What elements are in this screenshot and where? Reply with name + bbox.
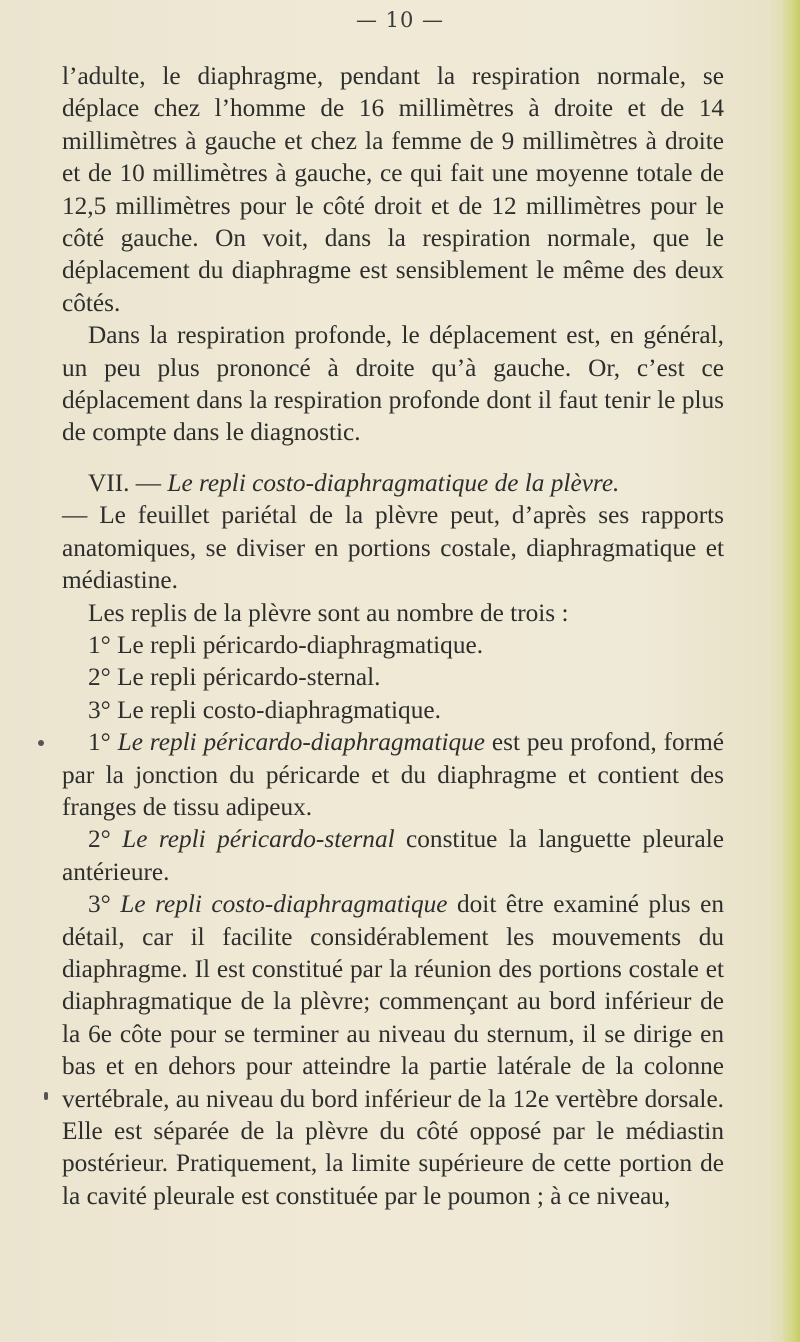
paragraph-replis-intro: Les replis de la plèvre sont au nombre de trois : <box>88 598 569 627</box>
item-term: Le repli péricardo-diaphragmatique <box>117 728 486 757</box>
item-text: est peu profond, formé par la jonction du péricarde et du diaphragme et contient des franges de tissu adipeux. <box>62 728 724 821</box>
body-text <box>62 60 724 1212</box>
ink-speck <box>38 740 44 746</box>
section-number: VII. — <box>88 468 168 497</box>
item-text: constitue la languette pleurale antérieure. <box>62 825 725 886</box>
list-item: 1° Le repli péricardo-diaphragmatique. <box>88 630 484 659</box>
paragraph-deep-respiration: Dans la respiration profonde, le déplacement est, en général, un peu plus prononcé à droite qu’à gauche. Or, c’est ce déplacement dans la respiration profonde dont il faut tenir le plus de compte dans le diagnostic. <box>62 321 724 447</box>
paragraph-parietal-layer: — Le feuillet pariétal de la plèvre peut, d’après ses rapports anatomiques, se diviser en portions costale, diaphragmatique et médiastine. <box>62 501 724 595</box>
section-vii-heading <box>62 467 724 499</box>
item-number: 3° <box>88 890 121 919</box>
description-pericardo-sternal <box>62 823 724 888</box>
description-costo-diaphragmatique <box>62 888 724 1212</box>
item-text: doit être examiné plus en détail, car il facilite considérablement les mouvements du diaphragme. Il est constitué par la réunion des portions costale et diaphragmatique de la plèvre; commençant au bord inférieur de la 6e côte pour se terminer au niveau du sternum, il se dirige en bas et en dehors pour atteindre la partie latérale de la colonne vertébrale, au niveau du bord inférieur de la 12e vertèbre dorsale. Elle est séparée de la plèvre du côté opposé par le médiastin postérieur. Pratiquement, la limite supérieure de cette portion de la cavité pleurale est constituée par le poumon ; à ce niveau, <box>62 890 724 1210</box>
description-pericardo-diaphragmatique <box>62 726 724 823</box>
item-number: 2° <box>88 825 123 854</box>
section-title: Le repli costo-diaphragmatique de la plèvre. <box>167 468 620 497</box>
ink-speck <box>44 1092 48 1100</box>
page-number: — 10 — <box>355 8 445 32</box>
page-edge-discoloration <box>782 0 800 1342</box>
list-item: 3° Le repli costo-diaphragmatique. <box>88 695 441 724</box>
item-term: Le repli costo-diaphragmatique <box>120 890 448 919</box>
item-term: Le repli péricardo-sternal <box>122 825 395 854</box>
list-item: 2° Le repli péricardo-sternal. <box>88 663 381 692</box>
item-number: 1° <box>88 728 118 757</box>
paragraph-diaphragm-normal: l’adulte, le diaphragme, pendant la respiration normale, se déplace chez l’homme de 16 millimètres à droite et de 14 millimètres à gauche et chez la femme de 9 millimètres à droite et de 10 millimètres à gauche, ce qui fait une moyenne totale de 12,5 millimètres pour le côté droit et de 12 millimètres pour le côté gauche. On voit, dans la respiration normale, que le déplacement du diaphragme est sensiblement le même des deux côtés. <box>62 62 724 317</box>
